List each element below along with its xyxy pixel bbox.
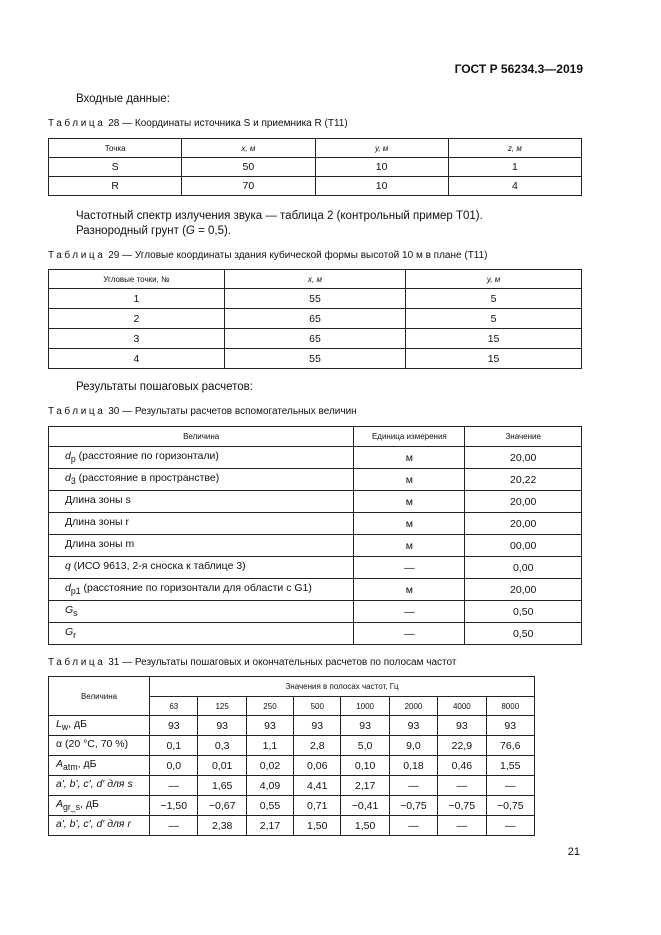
symbol: G [65, 604, 74, 617]
table-cell: 2,38 [198, 816, 246, 836]
table-word: Таблица [48, 657, 106, 668]
ground-var: G [185, 225, 195, 237]
value-cell: 0,50 [465, 623, 582, 645]
table-31-caption [48, 657, 456, 668]
table-30 [48, 426, 582, 645]
value-cell: 20,00 [465, 491, 582, 513]
table-cell: — [438, 816, 486, 836]
table-row [49, 491, 582, 513]
quantity-cell [49, 716, 150, 736]
unit-cell: — [354, 601, 465, 623]
column-header: x, м [182, 139, 315, 158]
table-row [49, 776, 535, 796]
table-cell: −0,75 [486, 796, 534, 816]
table-row [49, 736, 535, 756]
description: (ИСО 9613, 2-я сноска к таблице 3) [70, 560, 246, 573]
table-cell: — [438, 776, 486, 796]
description: Длина зоны r [65, 516, 129, 529]
symbol-subscript: r [73, 630, 77, 641]
table-cell: 93 [294, 716, 341, 736]
quantity-cell [49, 601, 354, 623]
table-row [49, 601, 582, 623]
table-cell: −0,41 [341, 796, 389, 816]
description: (расстояние по горизонтали) [75, 450, 219, 463]
symbol: d [65, 450, 71, 463]
column-header: Величина [49, 677, 150, 716]
table-cell: 0,55 [246, 796, 293, 816]
table-cell: 10 [315, 158, 448, 177]
unit-cell: м [354, 447, 465, 469]
table-cell: 55 [224, 289, 405, 309]
table-row [49, 289, 582, 309]
table-29-caption [48, 250, 488, 261]
quantity-cell [49, 535, 354, 557]
table-cell: — [389, 776, 437, 796]
table-word: Таблица [48, 118, 106, 129]
table-29 [48, 269, 582, 369]
table-cell: −0,75 [389, 796, 437, 816]
table-cell: −0,75 [438, 796, 486, 816]
quantity-subscript: w [61, 722, 69, 733]
table-cell: — [150, 816, 198, 836]
table-header-row [49, 427, 582, 447]
table-header-row [49, 677, 535, 697]
table-cell: 5,0 [341, 736, 389, 756]
table-30-caption [48, 406, 357, 417]
column-header: Единица измерения [354, 427, 465, 447]
quantity-subscript: atm [63, 762, 78, 773]
value-cell: 00,00 [465, 535, 582, 557]
table-header-row [49, 139, 582, 158]
table-31 [48, 676, 535, 836]
symbol-subscript: s [73, 608, 78, 619]
quantity-cell [49, 491, 354, 513]
table-number: 30 [108, 406, 120, 417]
frequency-header: 63 [150, 697, 198, 716]
symbol-subscript: p [70, 454, 76, 465]
table-cell: −0,67 [198, 796, 246, 816]
table-cell: 0,46 [438, 756, 486, 776]
table-cell: — [150, 776, 198, 796]
symbol: G [65, 626, 74, 639]
column-header: Величина [49, 427, 354, 447]
table-number: 28 [108, 118, 120, 129]
table-cell: 10 [315, 177, 448, 196]
column-header: z, м [448, 139, 581, 158]
table-cell: 0,1 [150, 736, 198, 756]
quantity-cell [49, 579, 354, 601]
quantity-label: a', b', c', d' для s [56, 778, 133, 791]
table-cell: 15 [406, 329, 582, 349]
description: Длина зоны m [65, 538, 135, 551]
table-cell: 15 [406, 349, 582, 369]
symbol: d [65, 472, 71, 485]
frequency-header: 4000 [438, 697, 486, 716]
table-cell: 93 [438, 716, 486, 736]
unit-cell: м [354, 579, 465, 601]
table-cell: 1,1 [246, 736, 293, 756]
table-cell: 5 [406, 289, 582, 309]
table-title: — Результаты пошаговых и окончательных расчетов по полосам частот [122, 657, 457, 668]
table-row [49, 796, 535, 816]
table-row [49, 309, 582, 329]
column-header: Угловые точки, № [49, 270, 225, 289]
table-28-caption [48, 118, 348, 129]
symbol: d [65, 582, 71, 595]
table-row [49, 349, 582, 369]
table-28 [48, 138, 582, 196]
table-cell: 1,65 [198, 776, 246, 796]
table-row [49, 177, 582, 196]
ground-text [76, 224, 231, 239]
column-header: y, м [315, 139, 448, 158]
table-cell: 0,01 [198, 756, 246, 776]
table-row [49, 513, 582, 535]
column-header: x, м [224, 270, 405, 289]
table-row [49, 329, 582, 349]
table-cell: 65 [224, 329, 405, 349]
value-cell: 20,00 [465, 513, 582, 535]
table-cell: 1 [448, 158, 581, 177]
table-cell: 1,50 [341, 816, 389, 836]
table-title: — Результаты расчетов вспомогательных величин [122, 406, 357, 417]
quantity-label: a', b', c', d' для r [56, 818, 131, 831]
table-row [49, 158, 582, 177]
table-cell: 1,55 [486, 756, 534, 776]
quantity-cell [49, 796, 150, 816]
table-cell: 9,0 [389, 736, 437, 756]
quantity-cell [49, 756, 150, 776]
table-cell: 0,0 [150, 756, 198, 776]
unit-cell: м [354, 535, 465, 557]
table-cell: 50 [182, 158, 315, 177]
table-cell: 93 [246, 716, 293, 736]
unit-cell: — [354, 623, 465, 645]
table-cell: — [486, 816, 534, 836]
table-cell: 4,41 [294, 776, 341, 796]
ground-text-prefix: Разнородный грунт ( [76, 225, 186, 237]
table-number: 29 [108, 250, 120, 261]
table-cell: — [389, 816, 437, 836]
table-cell: 0,10 [341, 756, 389, 776]
table-word: Таблица [48, 406, 106, 417]
table-row [49, 816, 535, 836]
table-cell: 4,09 [246, 776, 293, 796]
page-number: 21 [567, 846, 580, 858]
table-row [49, 716, 535, 736]
table-cell: 93 [150, 716, 198, 736]
value-cell: 20,00 [465, 447, 582, 469]
column-header: Значение [465, 427, 582, 447]
symbol-subscript: 3 [70, 476, 76, 487]
description: (расстояние по горизонтали для области с G1) [80, 582, 312, 595]
unit-cell: — [354, 557, 465, 579]
column-header: Точка [49, 139, 182, 158]
table-row [49, 557, 582, 579]
table-title: — Угловые координаты здания кубической формы высотой 10 м в плане (T11) [122, 250, 488, 261]
quantity-unit: , дБ [77, 758, 97, 771]
quantity-cell [49, 447, 354, 469]
quantity-unit: , дБ [68, 718, 88, 731]
standard-number: ГОСТ Р 56234.3—2019 [454, 62, 583, 76]
table-cell: 65 [224, 309, 405, 329]
table-cell: 70 [182, 177, 315, 196]
table-cell: 4 [448, 177, 581, 196]
table-cell: 2 [49, 309, 225, 329]
results-heading: Результаты пошаговых расчетов: [76, 381, 253, 393]
table-cell: 4 [49, 349, 225, 369]
value-cell: 0,00 [465, 557, 582, 579]
table-cell: 2,8 [294, 736, 341, 756]
quantity-cell [49, 513, 354, 535]
table-cell: 2,17 [246, 816, 293, 836]
unit-cell: м [354, 491, 465, 513]
quantity-cell [49, 469, 354, 491]
table-row [49, 623, 582, 645]
table-cell: 0,18 [389, 756, 437, 776]
table-title: — Координаты источника S и приемника R (T11) [122, 118, 348, 129]
quantity-label: A [56, 798, 64, 811]
quantity-label: α (20 °С, 70 %) [56, 738, 129, 751]
table-cell: 5 [406, 309, 582, 329]
table-cell: 1 [49, 289, 225, 309]
table-cell: 0,71 [294, 796, 341, 816]
table-cell: 93 [341, 716, 389, 736]
frequency-header: 2000 [389, 697, 437, 716]
frequency-header: 500 [294, 697, 341, 716]
value-cell: 20,00 [465, 579, 582, 601]
table-row [49, 447, 582, 469]
table-cell: 55 [224, 349, 405, 369]
table-cell: R [49, 177, 182, 196]
table-cell: 0,06 [294, 756, 341, 776]
table-cell: 3 [49, 329, 225, 349]
quantity-subscript: gr_s [63, 802, 81, 813]
description: (расстояние в пространстве) [75, 472, 220, 485]
table-cell: 0,02 [246, 756, 293, 776]
table-cell: — [486, 776, 534, 796]
table-cell: 93 [486, 716, 534, 736]
unit-cell: м [354, 513, 465, 535]
frequency-header: 1000 [341, 697, 389, 716]
table-header-row [49, 270, 582, 289]
table-word: Таблица [48, 250, 106, 261]
value-cell: 0,50 [465, 601, 582, 623]
frequency-header: 8000 [486, 697, 534, 716]
symbol: q [65, 560, 71, 573]
table-cell: 1,50 [294, 816, 341, 836]
description: Длина зоны s [65, 494, 131, 507]
quantity-cell [49, 623, 354, 645]
table-cell: 2,17 [341, 776, 389, 796]
table-row [49, 469, 582, 491]
table-row [49, 756, 535, 776]
quantity-label: L [56, 718, 62, 731]
column-group-header: Значения в полосах частот, Гц [150, 677, 535, 697]
quantity-unit: , дБ [80, 798, 99, 811]
quantity-cell [49, 736, 150, 756]
table-cell: 0,3 [198, 736, 246, 756]
table-cell: 76,6 [486, 736, 534, 756]
table-cell: S [49, 158, 182, 177]
quantity-cell [49, 816, 150, 836]
table-cell: 93 [198, 716, 246, 736]
ground-text-suffix: = 0,5). [194, 225, 231, 237]
quantity-label: A [56, 758, 64, 771]
spectrum-text: Частотный спектр излучения звука — таблица 2 (контрольный пример T01). [76, 210, 483, 222]
table-row [49, 535, 582, 557]
frequency-header: 125 [198, 697, 246, 716]
column-header: y, м [406, 270, 582, 289]
value-cell: 20,22 [465, 469, 582, 491]
input-data-heading: Входные данные: [76, 93, 170, 105]
table-row [49, 579, 582, 601]
table-cell: 93 [389, 716, 437, 736]
unit-cell: м [354, 469, 465, 491]
table-cell: 22,9 [438, 736, 486, 756]
table-cell: −1,50 [150, 796, 198, 816]
quantity-cell [49, 776, 150, 796]
quantity-cell [49, 557, 354, 579]
symbol-subscript: p1 [70, 586, 81, 597]
table-number: 31 [108, 657, 120, 668]
frequency-header: 250 [246, 697, 293, 716]
